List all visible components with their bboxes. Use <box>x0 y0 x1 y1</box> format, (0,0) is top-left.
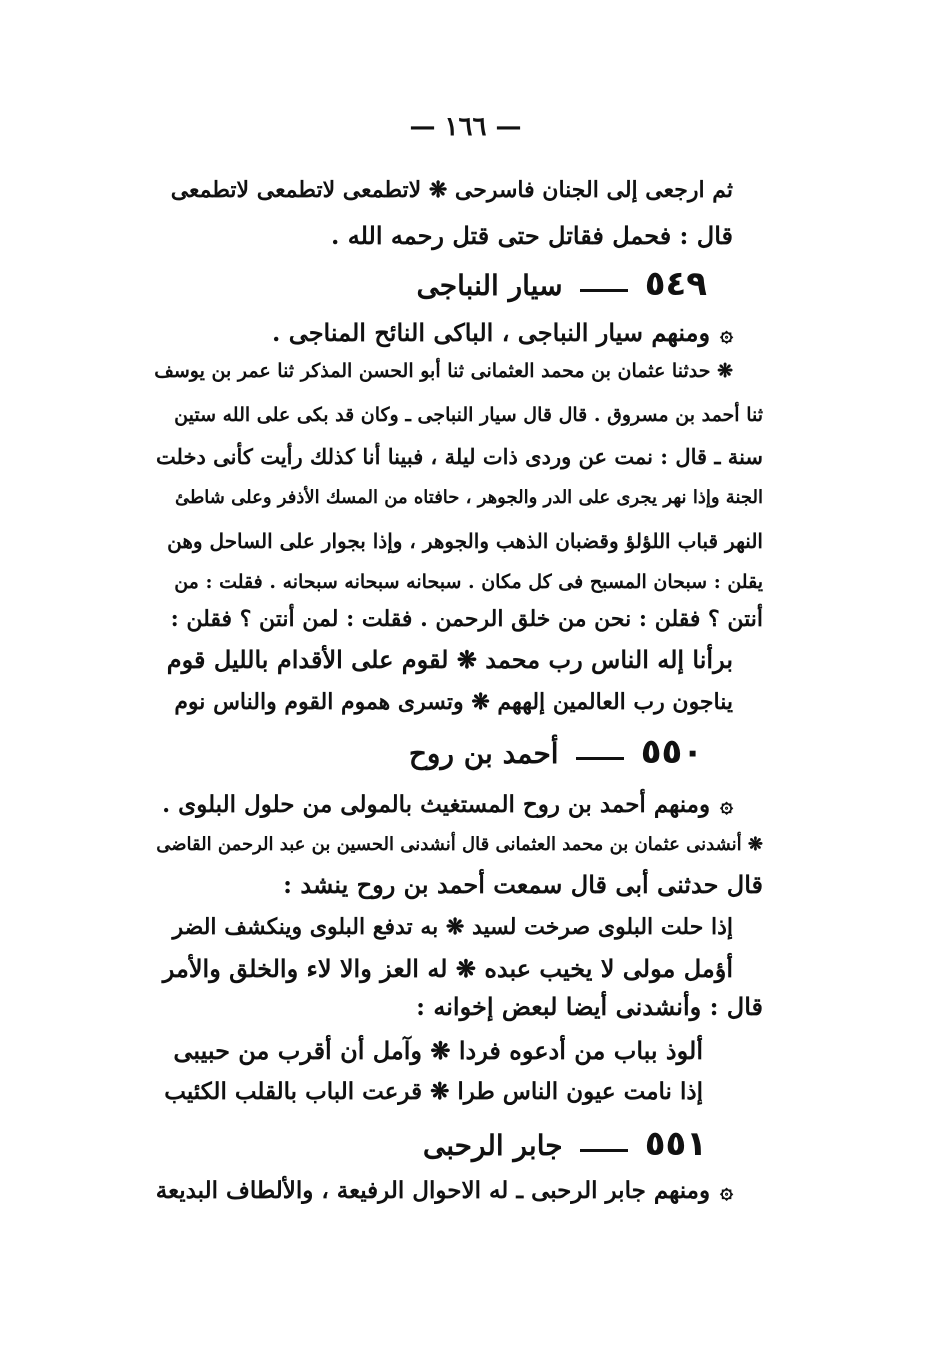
section-name: سيار النباجى <box>416 269 563 302</box>
intro-text-line: قال : فحمل فقاتل حتى قتل رحمه الله . <box>330 221 733 250</box>
body-line: الجنة وإذا نهر يجرى على الدر والجوهر ، حافتاه من المسك الأذفر وعلى شاطئ <box>174 487 763 508</box>
section-number: ٥٥١ <box>644 1124 707 1164</box>
ornament-icon: ۞ <box>720 1178 733 1204</box>
section-heading-549 <box>416 264 707 304</box>
opening-text: ومنهم أحمد بن روح المستغيث بالمولى من حلول البلوى . <box>162 791 711 818</box>
opening-text: ومنهم سيار النباجى ، الباكى النائح المناجى . <box>272 318 711 347</box>
heading-dash <box>576 757 624 760</box>
verse-line: برأنا إله الناس رب محمد ❋ لقوم على الأقدام بالليل قوم <box>166 645 733 674</box>
ornament-icon: ۞ <box>720 792 733 818</box>
section-opening <box>162 788 733 822</box>
body-line: ثنا أحمد بن مسروق . قال قال سيار النباجى ـ وكان قد بكى على الله ستين <box>174 404 763 426</box>
body-line: ❋ أنشدنى عثمان بن محمد العثمانى قال أنشدنى الحسين بن عبد الرحمن القاضى <box>156 834 763 855</box>
section-name: جابر الرحبى <box>422 1129 563 1162</box>
body-line: أنتن ؟ فقلن : نحن من خلق الرحمن . فقلت : لمن أنتن ؟ فقلن : <box>170 606 763 632</box>
ornament-icon: ۞ <box>720 321 733 347</box>
section-number: ٥٥٠ <box>640 732 703 772</box>
section-heading-551 <box>423 1124 707 1164</box>
body-line: النهر قباب اللؤلؤ وقضبان الذهب والجوهر ، وإذا بجوار على الساحل وهن <box>167 529 763 553</box>
body-line: قال : وأنشدنى أيضا لبعض إخوانه : <box>416 992 763 1021</box>
heading-dash <box>580 289 628 292</box>
section-opening <box>156 1174 733 1208</box>
body-line: ❋ حدثنا عثمان بن محمد العثمانى ثنا أبو الحسن المذكر ثنا عمر بن يوسف <box>154 360 733 382</box>
body-line: سنة ـ قال : نمت عن وردى ذات ليلة ، فبينا أنا كذلك رأيت كأنى دخلت <box>155 444 763 469</box>
verse-line: إذا نامت عيون الناس طرا ❋ قرعت الباب بالقلب الكئيب <box>164 1078 703 1105</box>
verse-line: أؤمل مولى لا يخيب عبده ❋ له العز والا لاء والخلق والأمر <box>162 954 733 983</box>
section-name: أحمد بن روح <box>408 737 559 770</box>
section-heading-550 <box>409 732 703 772</box>
opening-text: ومنهم جابر الرحبى ـ له الاحوال الرفيعة ، والألطاف البديعة <box>155 1177 711 1204</box>
section-opening <box>272 316 733 351</box>
intro-verse-line: ثم ارجعى إلى الجنان فاسرحى ❋ لاتطمعى لاتطمعى لاتطمعى <box>170 177 733 203</box>
verse-line: إذا حلت البلوى صرخت لسيد ❋ به تدفع البلوى وينكشف الضر <box>172 914 733 940</box>
body-line: يقلن : سبحان المسبح فى كل مكان . سبحانه سبحانه سبحانه . فقلت : من <box>174 571 763 593</box>
verse-line: ألوذ بباب من أدعوه فردا ❋ وآمل أن أقرب من حبيبى <box>173 1036 703 1065</box>
section-number: ٥٤٩ <box>644 264 707 304</box>
heading-dash <box>580 1149 628 1152</box>
page-number: — ١٦٦ — <box>409 112 522 142</box>
body-line: قال حدثنى أبى قال سمعت أحمد بن روح ينشد : <box>283 870 763 899</box>
verse-line: يناجون رب العالمين إلههم ❋ وتسرى هموم القوم والناس نوم <box>174 689 733 715</box>
